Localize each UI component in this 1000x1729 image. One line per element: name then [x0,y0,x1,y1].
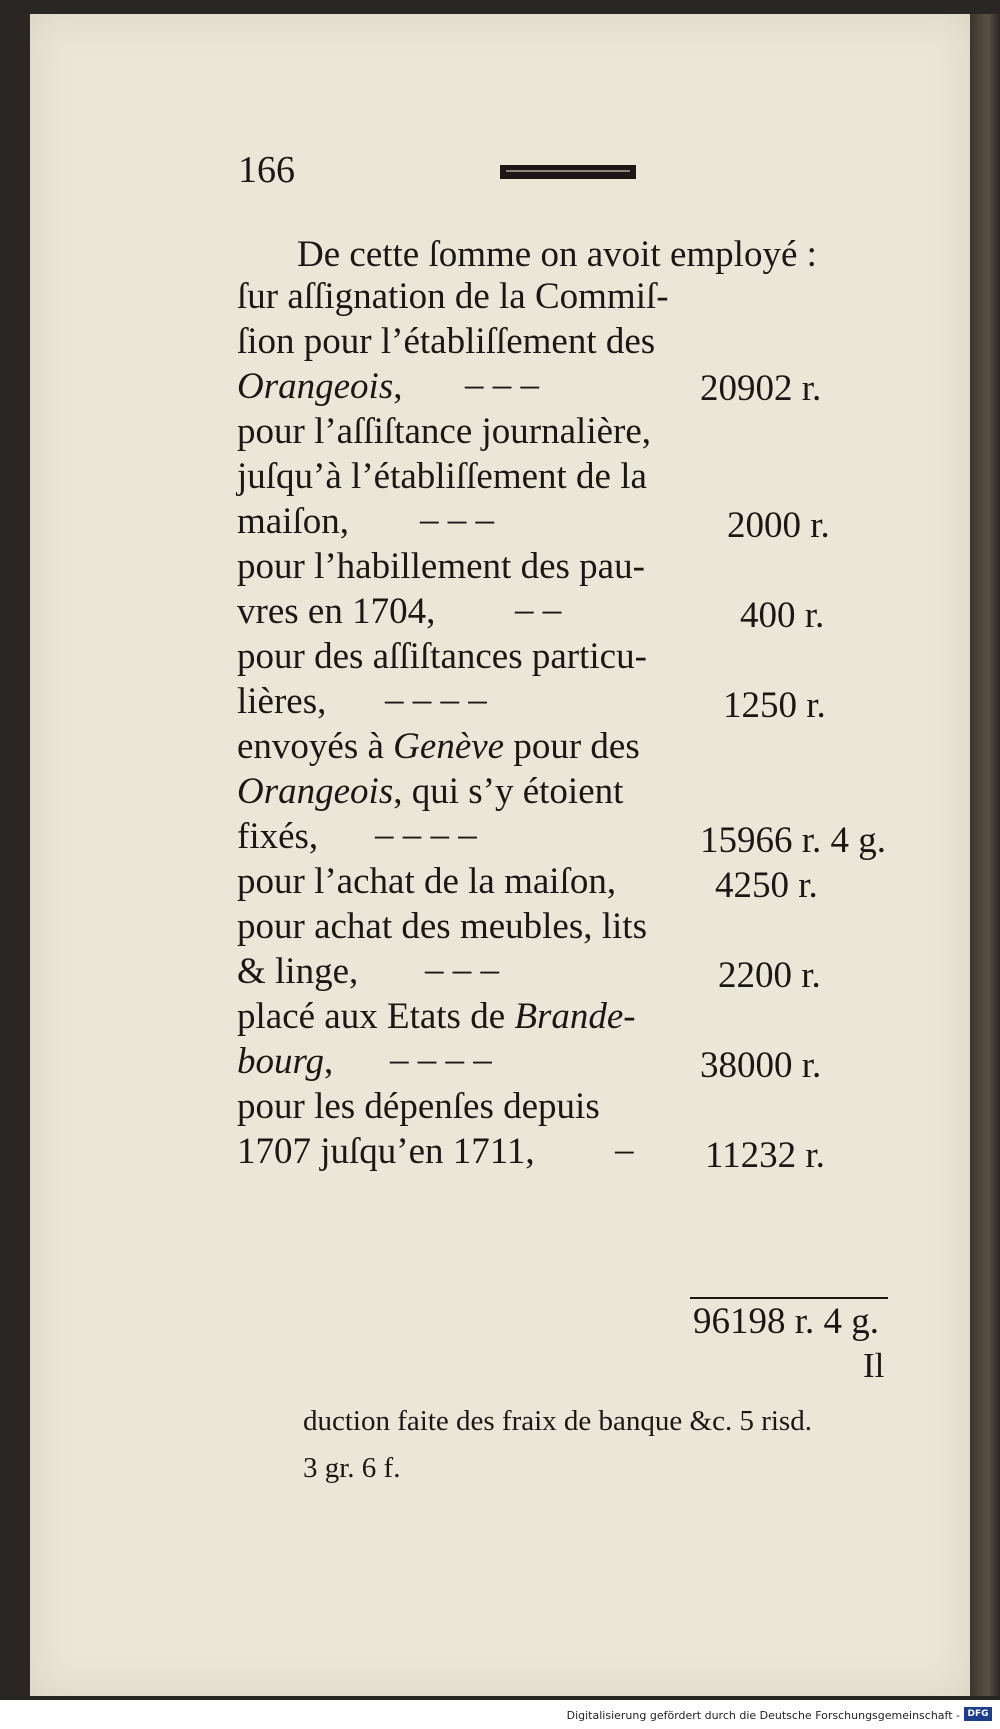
entry-6-amount: 4250 r. [715,865,818,906]
entry-8-line-2 [237,1040,333,1083]
entry-5-line-2-post: , qui s’y étoient [393,771,624,812]
entry-4-line-1: pour des aſſiſtances particu- [237,636,647,677]
entry-2-dashes: – – – [420,499,494,540]
total-amount: 96198 r. 4 g. [693,1301,880,1342]
entry-8-line-1-pre: placé aux Etats de [237,996,515,1037]
dfg-logo: DFG [964,1707,992,1721]
entry-5-line-3: fixés, [237,816,319,857]
entry-8-line-1-italic: Brande- [514,996,636,1037]
entry-6-line-1: pour l’achat de la maiſon, [237,861,617,902]
entry-8-dashes: – – – – [390,1039,492,1080]
entry-9-line-1: pour les dépenſes depuis [237,1086,600,1127]
book-edge [970,14,1000,1696]
entry-2-line-1: pour l’aſſiſtance journalière, [237,411,652,452]
footnote-line-2: 3 gr. 6 f. [303,1452,401,1484]
entry-3-line-2: vres en 1704, [237,591,436,632]
entry-3-amount: 400 r. [740,595,825,636]
entry-5-line-2 [237,770,623,813]
funding-credit: Digitalisierung gefördert durch die Deutsche Forschungsgemeinschaft - [566,1709,960,1722]
intro-line: De cette ſomme on avoit employé : [297,234,817,275]
entry-5-amount: 15966 r. 4 g. [700,820,887,861]
entry-1-amount: 20902 r. [700,368,822,409]
entry-4-amount: 1250 r. [723,685,826,726]
entry-2-line-3: maiſon, [237,501,350,542]
entry-2-amount: 2000 r. [727,505,830,546]
entry-7-line-2: & linge, [237,951,359,992]
entry-5-line-1-italic: Genève [393,726,505,767]
page-number: 166 [238,149,295,191]
entry-1-line-1: ſur aſſignation de la Commiſ- [237,276,669,317]
entry-1-comma: , [393,366,403,407]
entry-4-line-2: lières, [237,681,327,722]
entry-1-italic: Orangeois [237,366,394,407]
catchword: Il [863,1346,885,1385]
entry-8-amount: 38000 r. [700,1045,822,1086]
entry-3-line-1: pour l’habillement des pau- [237,546,645,587]
entry-8-line-1 [237,995,636,1038]
entry-1-dashes: – – – [465,364,539,405]
entry-2-line-2: juſqu’à l’établiſſement de la [237,456,647,497]
entry-5-dashes: – – – – [375,814,477,855]
entry-1-line-2: ſion pour l’établiſſement des [237,321,656,362]
entry-1-line-3 [237,365,402,408]
sum-rule [690,1297,888,1299]
entry-5-line-1-pre: envoyés à [237,726,394,767]
entry-7-amount: 2200 r. [718,955,821,996]
entry-8-line-2-post: , [324,1041,334,1082]
entry-9-amount: 11232 r. [705,1135,825,1176]
footnote-line-1: duction faite des fraix de banque &c. 5 risd. [303,1405,812,1437]
entry-9-line-2: 1707 juſqu’en 1711, [237,1131,535,1172]
entry-5-line-2-italic: Orangeois [237,771,394,812]
entry-5-line-1-post: pour des [504,726,640,767]
entry-3-dashes: – – [515,589,562,630]
entry-4-dashes: – – – – [385,679,487,720]
entry-5-line-1 [237,725,640,768]
entry-9-dashes: – [615,1129,634,1170]
entry-7-line-1: pour achat des meubles, lits [237,906,647,947]
entry-7-dashes: – – – [425,949,499,990]
entry-8-line-2-italic: bourg [237,1041,325,1082]
header-ornament-rule [500,165,636,179]
